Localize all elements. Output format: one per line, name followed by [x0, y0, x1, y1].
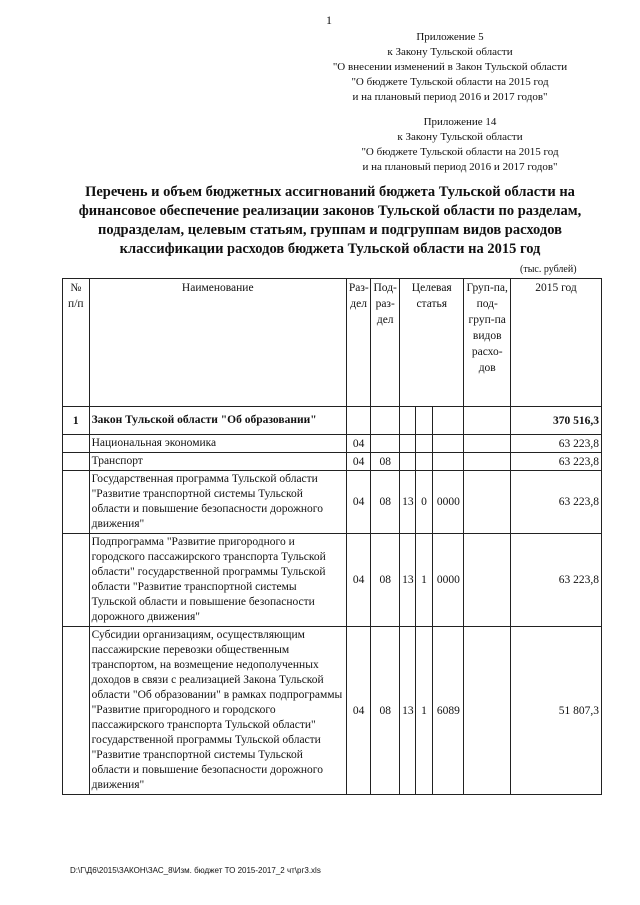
cell-target-1: 13: [400, 471, 416, 534]
cell-amount: 63 223,8: [511, 534, 602, 627]
cell-target-1: 13: [400, 627, 416, 795]
units-label: (тыс. рублей): [520, 264, 577, 275]
cell-podrazdel: 08: [371, 453, 400, 471]
appendix-14-header: [340, 115, 580, 175]
table-row: [63, 471, 602, 534]
cell-target-1: [400, 435, 416, 453]
cell-num: [63, 453, 90, 471]
cell-target-2: [415, 407, 433, 435]
cell-amount: 51 807,3: [511, 627, 602, 795]
header-year: 2015 год: [511, 279, 602, 407]
cell-name: Национальная экономика: [89, 435, 346, 453]
file-path-footer: D:\Г\Д6\2015\ЗАКОН\ЗАС_8\Изм. бюджет ТО 2015-2017_2 чт\рг3.xls: [70, 866, 321, 875]
table-row: [63, 627, 602, 795]
header-podrazdel: Под-раз-дел: [371, 279, 400, 407]
cell-razdel: 04: [346, 471, 370, 534]
budget-table: [62, 278, 602, 795]
cell-target-2: 1: [415, 627, 433, 795]
cell-target-1: 13: [400, 534, 416, 627]
table-row: [63, 453, 602, 471]
cell-target-2: [415, 435, 433, 453]
cell-target-3: [433, 407, 464, 435]
cell-group: [464, 435, 511, 453]
cell-razdel: 04: [346, 453, 370, 471]
header-name: Наименование: [89, 279, 346, 407]
cell-target-2: 1: [415, 534, 433, 627]
cell-target-3: 0000: [433, 534, 464, 627]
cell-target-3: 0000: [433, 471, 464, 534]
cell-name: Закон Тульской области "Об образовании": [89, 407, 346, 435]
appendix-5-line: Приложение 5: [416, 31, 484, 43]
cell-name: Субсидии организациям, осуществляющим пассажирские перевозки общественным транспортом, на возмещение недополученных доходов в связи с реализацией Закона Тульской области "Об образовании" в рамках подпрограммы "Развитие пригородного и городского пассажирского транспорта Тульской области" государственной программы Тульской области "Развитие транспортной системы Тульской области и повышение безопасности дорожного движения": [89, 627, 346, 795]
table-row: [63, 407, 602, 435]
appendix-14-line: и на плановый период 2016 и 2017 годов": [362, 161, 558, 173]
cell-group: [464, 471, 511, 534]
cell-name: Транспорт: [89, 453, 346, 471]
table-header-row: [63, 279, 602, 407]
header-razdel: Раз-дел: [346, 279, 370, 407]
cell-razdel: 04: [346, 435, 370, 453]
cell-group: [464, 407, 511, 435]
cell-podrazdel: [371, 407, 400, 435]
cell-num: [63, 534, 90, 627]
cell-podrazdel: 08: [371, 534, 400, 627]
cell-target-2: [415, 453, 433, 471]
cell-amount: 63 223,8: [511, 435, 602, 453]
cell-group: [464, 453, 511, 471]
cell-amount: 63 223,8: [511, 471, 602, 534]
cell-group: [464, 627, 511, 795]
cell-target-3: [433, 453, 464, 471]
appendix-5-line: "О внесении изменений в Закон Тульской области: [332, 61, 568, 73]
cell-name: Подпрограмма "Развитие пригородного и городского пассажирского транспорта Тульской области" государственной программы Тульской области "Развитие транспортной системы Тульской области и повышение безопасности дорожного движения": [89, 534, 346, 627]
cell-target-1: [400, 407, 416, 435]
cell-target-3: [433, 435, 464, 453]
cell-podrazdel: 08: [371, 471, 400, 534]
header-num: № п/п: [63, 279, 90, 407]
appendix-14-line: Приложение 14: [423, 116, 497, 128]
cell-num: [63, 627, 90, 795]
document-title: Перечень и объем бюджетных ассигнований бюджета Тульской области на финансовое обеспечение реализации законов Тульской области по разделам, подразделам, целевым статьям, группам и подгруппам видов расходов классификации расходов бюджета Тульской области на 2015 год: [78, 184, 582, 257]
table-row: [63, 534, 602, 627]
cell-num: [63, 435, 90, 453]
cell-podrazdel: [371, 435, 400, 453]
appendix-5-line: "О бюджете Тульской области на 2015 год: [351, 76, 549, 88]
appendix-5-header: [300, 30, 600, 105]
cell-group: [464, 534, 511, 627]
cell-target-1: [400, 453, 416, 471]
appendix-5-line: к Закону Тульской области: [387, 46, 513, 58]
header-group: Груп-па, под-груп-па видов расхо-дов: [464, 279, 511, 407]
cell-amount: 63 223,8: [511, 453, 602, 471]
cell-razdel: 04: [346, 627, 370, 795]
cell-target-3: 6089: [433, 627, 464, 795]
cell-num: [63, 471, 90, 534]
appendix-14-line: "О бюджете Тульской области на 2015 год: [361, 146, 559, 158]
page-number: 1: [326, 13, 332, 27]
cell-razdel: 04: [346, 534, 370, 627]
header-target: Целевая статья: [400, 279, 464, 407]
cell-num: 1: [63, 407, 90, 435]
appendix-14-line: к Закону Тульской области: [397, 131, 523, 143]
table-row: [63, 435, 602, 453]
cell-amount: 370 516,3: [511, 407, 602, 435]
cell-target-2: 0: [415, 471, 433, 534]
appendix-5-line: и на плановый период 2016 и 2017 годов": [352, 91, 548, 103]
cell-name: Государственная программа Тульской области "Развитие транспортной системы Тульской области и повышение безопасности дорожного движения": [89, 471, 346, 534]
cell-razdel: [346, 407, 370, 435]
cell-podrazdel: 08: [371, 627, 400, 795]
